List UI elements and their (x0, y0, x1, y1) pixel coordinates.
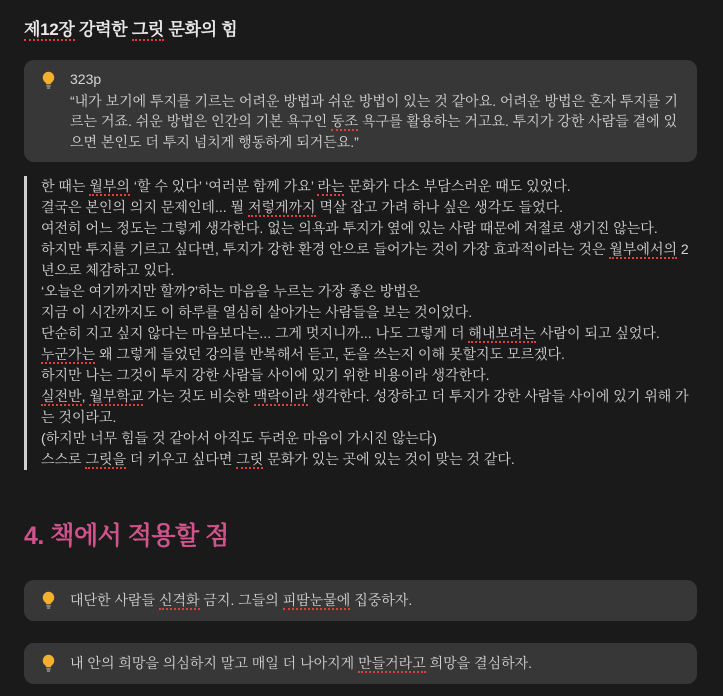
book-quote-text[interactable]: “내가 보기에 투지를 기르는 어려운 방법과 쉬운 방법이 있는 것 같아요. 어려운 방법은 혼자 투지를 기르는 거죠. 쉬운 방법은 인간의 기본 욕구인 동조 욕구를 활용하는 거고요. 투지가 강한 사람들 곁에 있으면 본인도 더 투지 넘치게 행동하게 되거든요.” (70, 92, 678, 150)
apply-callout-2-text[interactable]: 내 안의 희망을 의심하지 말고 매일 더 나아지게 만들거라고 희망을 결심하자. (70, 655, 533, 671)
page-reference[interactable]: 323p (70, 71, 102, 87)
spellcheck-word: 월부의 (89, 178, 130, 194)
blockquote-line[interactable]: 누군가는 왜 그렇게 들었던 강의를 반복해서 듣고, 돈을 쓰는지 이해 못할지도 모르겠다. (41, 346, 565, 362)
blockquote-line[interactable]: 결국은 본인의 의지 문제인데... 뭘 저렇게까지 멱살 잡고 가려 하나 싶은 생각도 들었다. (41, 199, 564, 215)
spellcheck-word: 피땀눈물에 (282, 592, 351, 608)
spellcheck-word: 신격화 (158, 592, 200, 608)
spellcheck-word: 만들거라고 (358, 655, 426, 671)
blockquote-line[interactable]: 실전반, 월부학교 가는 것도 비슷한 맥락이라 생각한다. 성장하고 더 투지가 강한 사람들 사이에 있기 위해 가는 것이라고. (41, 388, 689, 425)
blockquote-line[interactable]: 스스로 그릿을 더 키우고 싶다면 그릿 문화가 있는 곳에 있는 것이 맞는 것 같다. (41, 451, 515, 467)
spellcheck-word: 월부에서의 (609, 241, 677, 257)
spellcheck-word: 실전반 (41, 388, 82, 404)
spellcheck-word: 라는 (317, 178, 345, 194)
apply-callout-2[interactable] (24, 643, 697, 684)
apply-section-heading[interactable]: 4. 책에서 적용할 점 (24, 522, 229, 550)
chapter-heading[interactable]: 제12장 강력한 그릿 문화의 힘 (24, 20, 238, 39)
spellcheck-word: 월부학교 (89, 388, 144, 404)
blockquote-line[interactable]: ‘오늘은 여기까지만 할까?’하는 마음을 누르는 가장 좋은 방법은 (41, 283, 421, 299)
lightbulb-icon[interactable] (40, 591, 57, 611)
spellcheck-word: 그릿 (236, 451, 264, 467)
spellcheck-word: 그릿을 (85, 451, 127, 467)
spellcheck-word: 누군가는 (41, 346, 96, 362)
quote-callout-body (70, 69, 681, 152)
blockquote-line[interactable]: 한 때는 월부의 ‘할 수 있다’ ‘여러분 함께 가요’ 라는 문화가 다소 부담스러운 때도 있었다. (41, 178, 571, 194)
apply-callout-1-text[interactable]: 대단한 사람들 신격화 금지. 그들의 피땀눈물에 집중하자. (70, 592, 413, 608)
spellcheck-word: 맥락이라 (253, 388, 308, 404)
blockquote-line[interactable]: (하지만 너무 힘들 것 같아서 아직도 두려운 마음이 가시진 않는다) (41, 430, 437, 446)
blockquote-line[interactable]: 하지만 나는 그것이 투지 강한 사람들 사이에 있기 위한 비용이라 생각한다. (41, 367, 490, 383)
spellcheck-word: 동조 (331, 113, 359, 129)
spellcheck-word: 해내보려는 (468, 325, 537, 341)
lightbulb-icon[interactable] (40, 654, 57, 674)
blockquote-line[interactable]: 여전히 어느 정도는 그렇게 생각한다. 없는 의욕과 투지가 옆에 있는 사람 때문에 저절로 생기진 않는다. (41, 220, 658, 236)
blockquote-line[interactable]: 지금 이 시간까지도 이 하루를 열심히 살아가는 사람들을 보는 것이었다. (41, 304, 473, 320)
spellcheck-word: 제12장 (24, 20, 75, 39)
spellcheck-word: 저렇게까지 (247, 199, 316, 215)
apply-callout-1[interactable] (24, 580, 697, 621)
spellcheck-word: 그릿 (131, 20, 165, 39)
blockquote-line[interactable]: 단순히 지고 싶지 않다는 마음보다는... 그게 멋지니까... 나도 그렇게 더 해내보려는 사람이 되고 싶었다. (41, 325, 660, 341)
lightbulb-icon[interactable] (40, 71, 57, 91)
blockquote-line[interactable]: 하지만 투지를 기르고 싶다면, 투지가 강한 환경 안으로 들어가는 것이 가장 효과적이라는 것은 월부에서의 2년으로 체감하고 있다. (41, 241, 689, 278)
quote-callout[interactable] (24, 60, 697, 162)
reflection-blockquote[interactable] (24, 176, 697, 470)
